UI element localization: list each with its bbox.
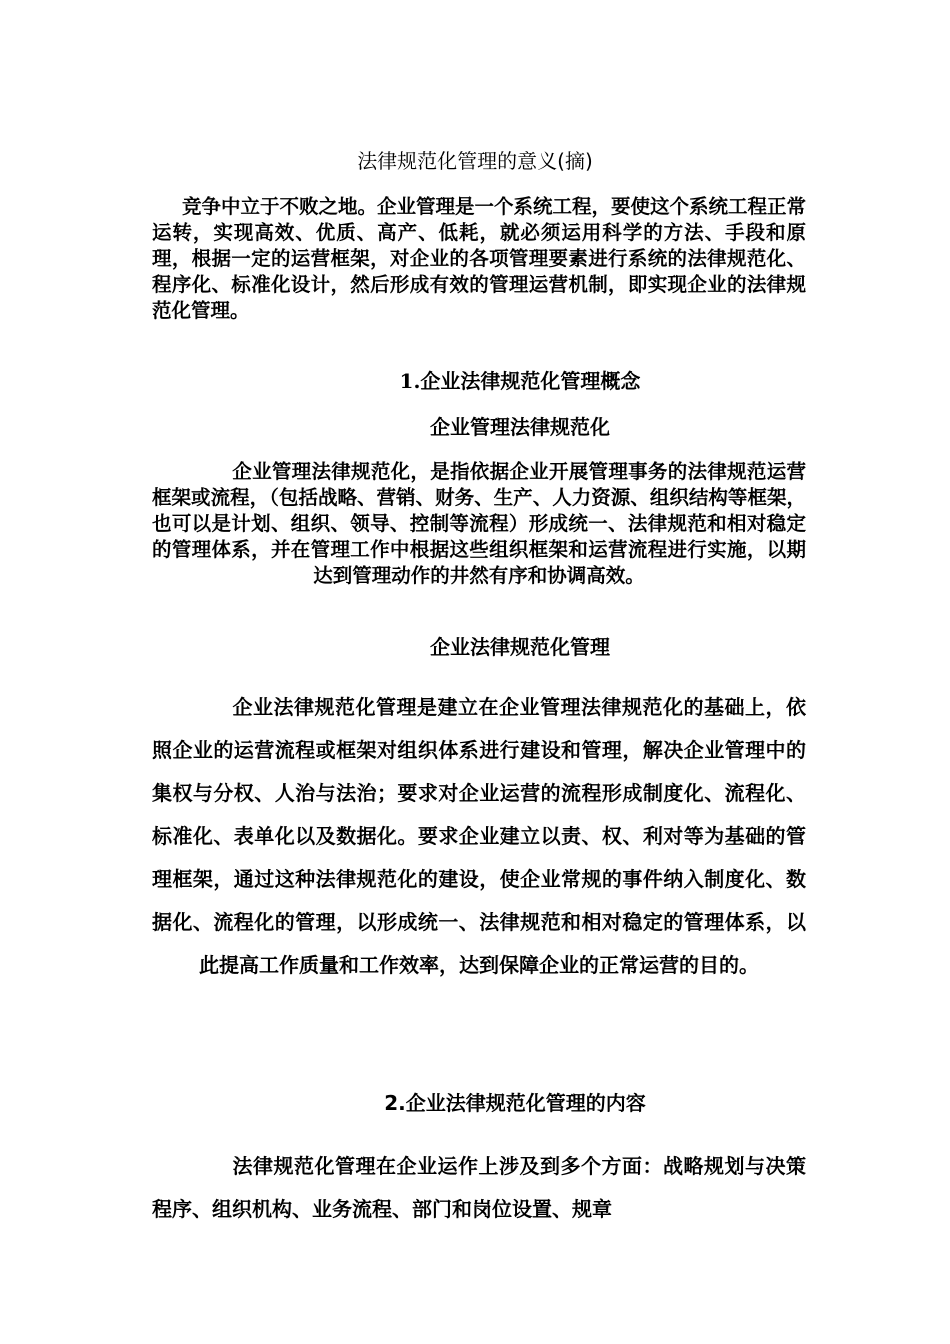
section2-heading: 2.企业法律规范化管理的内容	[384, 1091, 646, 1115]
section2-text: 法律规范化管理在企业运作上涉及到多个方面：战略规划与决策程序、组织机构、业务流程、部门和岗位设置、规章	[152, 1154, 806, 1221]
section1-sub-heading-2: 企业法律规范化管理	[430, 635, 610, 659]
section1-heading: 1.企业法律规范化管理概念	[399, 369, 641, 393]
section1-text: 企业管理法律规范化，是指依据企业开展管理事务的法律规范运营框架或流程，（包括战略、营销、财务、生产、人力资源、组织结构等框架，也可以是计划、组织、领导、控制等流程）形成统一、法律规范和相对稳定的管理体系，并在管理工作中根据这些组织框架和运营流程进行实施，以期达到管理动作的井然有序和协调高效。	[152, 460, 806, 587]
section1-text-2: 企业法律规范化管理是建立在企业管理法律规范化的基础上，依照企业的运营流程或框架对组织体系进行建设和管理，解决企业管理中的集权与分权、人治与法治；要求对企业运营的流程形成制度化、流程化、标准化、表单化以及数据化。要求企业建立以责、权、利对等为基础的管理框架，通过这种法律规范化的建设，使企业常规的事件纳入制度化、数据化、流程化的管理，以形成统一、法律规范和相对稳定的管理体系，以此提高工作质量和工作效率，达到保障企业的正常运营的目的。	[152, 695, 806, 977]
section1-sub-heading: 企业管理法律规范化	[430, 415, 610, 439]
section1-paragraph-2	[152, 686, 806, 987]
intro-paragraph	[152, 194, 806, 324]
document-title: 法律规范化管理的意义(摘)	[357, 149, 593, 173]
intro-text: 竞争中立于不败之地。企业管理是一个系统工程，要使这个系统工程正常运转，实现高效、优质、高产、低耗，就必须运用科学的方法、手段和原理，根据一定的运营框架，对企业的各项管理要素进行系统的法律规范化、程序化、标准化设计，然后形成有效的管理运营机制，即实现企业的法律规范化管理。	[152, 195, 807, 322]
section2-paragraph	[152, 1145, 806, 1231]
section1-paragraph	[152, 459, 806, 589]
